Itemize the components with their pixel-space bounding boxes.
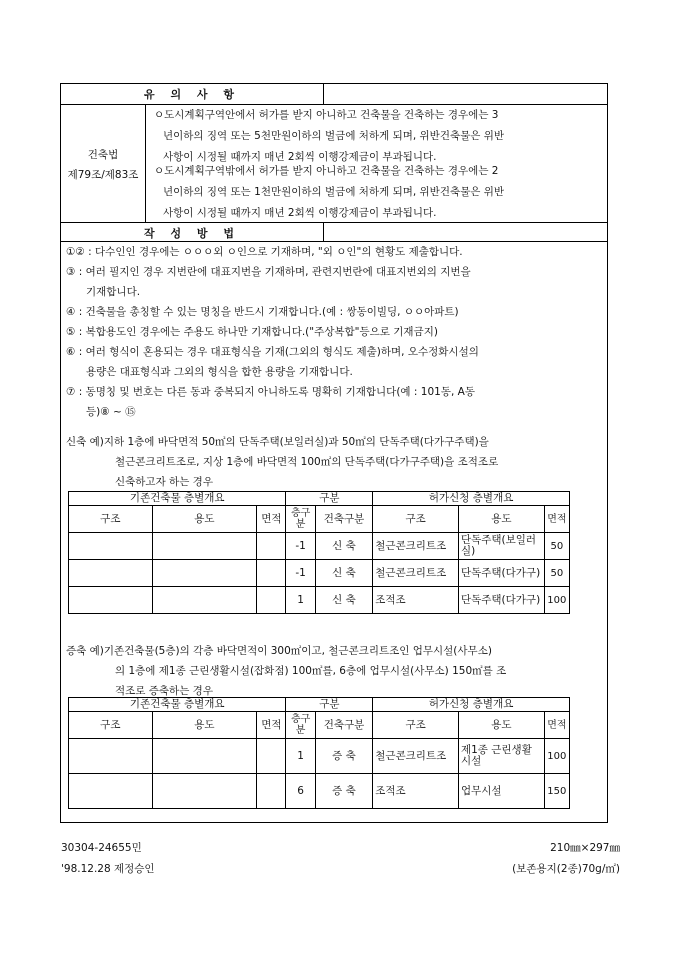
- example-new-table: [68, 491, 570, 614]
- method-instructions: ①② : 다수인인 경우에는 ㅇㅇㅇ외 ㅇ인으로 기재하며, "외 ㅇ인"의 현황도 제출합니다. ③ : 여러 필지인 경우 지번란에 대표지번을 기재하며, 관련지번란에 대표지번외의 지번을 기재합니다. ④ : 건축물을 총칭할 수 있는 명칭을 반드시 기재합니다.(예 : 쌍동이빌딩, ㅇㅇ아파트) ⑤ : 복합용도인 경우에는 주용도 하나만 기재합니다.("주상복합"등으로 기재금지) ⑥ : 여러 형식이 혼용되는 경우 대표형식을 기재(그외의 형식도 제출)하며, 오수정화시설의 용량은 대표형식과 그외의 형식을 합한 용량을 기재합니다. ⑦ : 동명칭 및 번호는 다른 동과 중복되지 아니하도록 명확히 기재합니다(예 : 101동, A동 등)⑧ ~ ⑮: [66, 246, 479, 418]
- table-row: 1 신 축 조적조 단독주택(다가구) 100: [69, 587, 570, 614]
- approval-date: '98.12.28 제정승인: [61, 863, 155, 875]
- law-articles: 제79조/제83조: [67, 169, 139, 181]
- structure-header: 구조: [69, 506, 153, 533]
- division-header: 구분: [286, 492, 373, 506]
- use-header: 용도: [152, 712, 257, 739]
- paper-size: 210㎜×297㎜: [550, 842, 620, 854]
- example-ext-table: [68, 697, 570, 809]
- notice-item-2: ㅇ도시계획구역밖에서 허가를 받지 아니하고 건축물을 건축하는 경우에는 2 년이하의 징역 또는 1천만원이하의 벌금에 처하게 되며, 위반건축물은 위반 사항이 시정될 때까지 매년 2회씩 이행강제금이 부과됩니다.: [154, 165, 505, 219]
- permit-header: 허가신청 층별개요: [373, 492, 570, 506]
- table-row: 1 증 축 철근콘크리트조 제1종 근린생활시설 100: [69, 739, 570, 774]
- build-div-header: 건축구분: [315, 712, 373, 739]
- structure2-header: 구조: [373, 712, 459, 739]
- method-header: 작 성 방 법: [144, 227, 240, 240]
- floor-div-header: 층구분: [286, 712, 315, 739]
- use2-header: 용도: [458, 712, 544, 739]
- existing-header: 기존건축물 층별개요: [69, 698, 286, 712]
- table-row: -1 신 축 철근콘크리트조 단독주택(다가구) 50: [69, 560, 570, 587]
- table-header-row: [69, 492, 570, 506]
- floor-div-header: 층구분: [286, 506, 315, 533]
- divider: [60, 222, 608, 223]
- area-header: 면적: [257, 712, 286, 739]
- form-code: 30304-24655민: [61, 842, 142, 854]
- table-row: 6 증 축 조적조 업무시설 150: [69, 774, 570, 809]
- table-header-row: [69, 506, 570, 533]
- table-header-row: [69, 698, 570, 712]
- structure2-header: 구조: [373, 506, 459, 533]
- structure-header: 구조: [69, 712, 153, 739]
- division-header: 구분: [286, 698, 373, 712]
- divider: [145, 104, 146, 222]
- notice-item-1: ㅇ도시계획구역안에서 허가를 받지 아니하고 건축물을 건축하는 경우에는 3 년이하의 징역 또는 5천만원이하의 벌금에 처하게 되며, 위반건축물은 위반 사항이 시정될 때까지 매년 2회씩 이행강제금이 부과됩니다.: [154, 109, 505, 163]
- use-header: 용도: [152, 506, 257, 533]
- law-reference: [61, 145, 145, 185]
- existing-header: 기존건축물 층별개요: [69, 492, 286, 506]
- build-div-header: 건축구분: [315, 506, 373, 533]
- area-header: 면적: [257, 506, 286, 533]
- divider: [323, 83, 324, 104]
- paper-type: (보존용지(2종)70g/㎡): [512, 863, 620, 875]
- divider: [323, 222, 324, 241]
- permit-header: 허가신청 층별개요: [373, 698, 570, 712]
- example-ext-text: 증축 예)기존건축물(5층)의 각층 바닥면적이 300㎡이고, 철근콘크리트조인 업무시설(사무소) 의 1층에 제1종 근린생활시설(잡화점) 100㎡를, 6층에 업무시설(사무소) 150㎡를 조 적조로 증축하는 경우: [66, 645, 507, 697]
- law-name: 건축법: [87, 149, 119, 161]
- table-row: -1 신 축 철근콘크리트조 단독주택(보일러실) 50: [69, 533, 570, 560]
- use2-header: 용도: [458, 506, 544, 533]
- area2-header: 면적: [544, 712, 569, 739]
- example-new-text: 신축 예)지하 1층에 바닥면적 50㎡의 단독주택(보일러실)과 50㎡의 단독주택(다가구주택)을 철근콘크리트조로, 지상 1층에 바닥면적 100㎡의 단독주택(다가구주택)을 조적조로 신축하고자 하는 경우: [66, 436, 499, 488]
- table-header-row: [69, 712, 570, 739]
- notice-header: 유 의 사 항: [144, 88, 240, 101]
- area2-header: 면적: [544, 506, 569, 533]
